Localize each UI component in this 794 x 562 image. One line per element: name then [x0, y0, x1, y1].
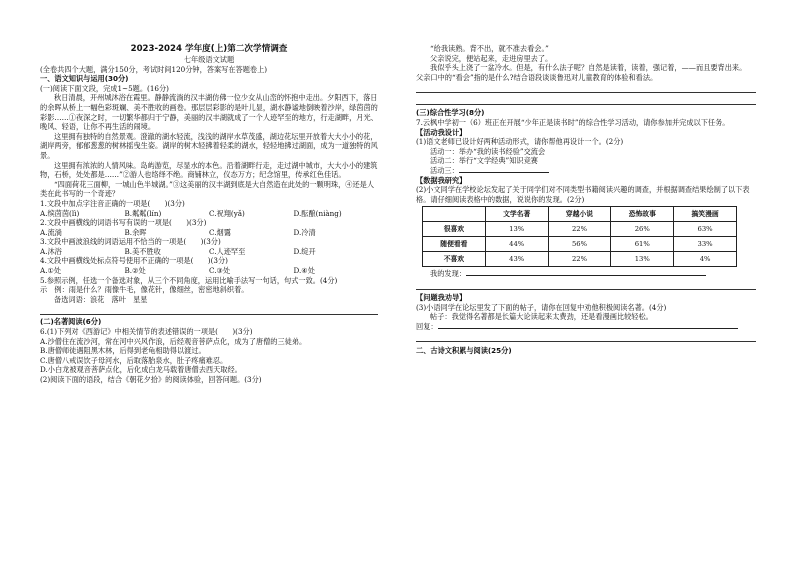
task3-question: (3)小语同学在论坛里发了下面的帖子，请你在回复中劝他积极阅读名著。(4分): [416, 302, 667, 312]
task2-question: (2)小文同学在学校论坛发起了关于同学们对不同类型书籍阅读兴趣的调查，并根据调查结果绘制了以下表格。请仔细阅读表格中的数据，说说你的发现。(2分): [416, 185, 750, 204]
row-label: 很喜欢: [423, 222, 486, 237]
exam-subtitle: 七年级语文试题: [183, 55, 235, 64]
question-1: [40, 199, 378, 218]
question-4: [40, 256, 378, 275]
exam-title: 2023-2024 学年度(上)第二次学情调查: [130, 44, 288, 54]
sub1-heading: (一)阅读下面文段，完成1~5题。(16分): [40, 83, 169, 93]
table-header-cell: 文学名著: [485, 207, 548, 222]
left-column: [40, 44, 378, 385]
table-header-row: [423, 207, 737, 222]
question-stem: 1.文段中加点字注音正确的一项是( )(3分): [40, 198, 185, 208]
answer-line[interactable]: [416, 279, 756, 290]
question-stem: 4.文段中画横线处标点符号使用不正确的一项是( )(3分): [40, 256, 228, 266]
q6-option-d: D.小白龙被观音菩萨点化，后化成白龙马载着唐僧去西天取经。: [40, 365, 242, 375]
example-label: 示 例：: [40, 285, 69, 295]
candidates-label: 备选词语：: [54, 294, 90, 304]
part3-heading: (三)综合性学习(8分): [416, 108, 485, 118]
answer-line[interactable]: [40, 304, 378, 315]
table-header-cell: 恐怖故事: [611, 207, 674, 222]
question-6-2: (2)阅读下面的语段，结合《朝花夕拾》的阅读体验，回答问题。(3分): [40, 375, 262, 384]
reply-blank[interactable]: [438, 328, 738, 329]
answer-line[interactable]: [416, 82, 756, 93]
passage-paragraph: “四面荷花三面柳，一城山色半城湖。”③这美丽的汉丰湖到底是大自然造在此处的一颗明珠，④还是人类在此书写的一个奇迹？: [40, 179, 375, 199]
task3-tag: 【问题我劝导】: [416, 292, 467, 302]
right-column: [416, 44, 756, 356]
question-2: [40, 218, 378, 237]
table-cell: 13%: [485, 222, 548, 237]
option-d: D.酝酿(niàng): [293, 208, 342, 218]
table-cell: 26%: [611, 222, 674, 237]
table-header-cell: 搞笑漫画: [674, 207, 737, 222]
forum-post: 帖子：我觉得名著都是长篇大论读起来太费劲，还是看漫画比较轻松。: [430, 312, 653, 322]
row-label: 随便看看: [423, 237, 486, 252]
answer-line[interactable]: [416, 331, 756, 342]
activity-item: 活动三：: [430, 165, 459, 175]
option-d: D.冷清: [293, 227, 316, 237]
option-a: A.缤茵茵(lì): [40, 208, 80, 218]
row-label: 不喜欢: [423, 252, 486, 267]
q6-option-c: C.唐僧八戒误饮子母河水，后取落胎泉水，肚子疼痛难忍。: [40, 355, 228, 365]
option-b: B.美不胜收: [124, 246, 161, 256]
option-b: B.余晖: [124, 227, 147, 237]
table-cell: 61%: [611, 237, 674, 252]
finding-blank[interactable]: [466, 275, 706, 276]
answer-line[interactable]: [416, 94, 756, 105]
option-a: A.流淌: [40, 227, 62, 237]
part2-heading: (二)名著阅读(6分): [40, 317, 102, 327]
reply-label: 回复：: [416, 321, 438, 331]
table-cell: 43%: [485, 252, 548, 267]
passage-paragraph: 这里拥有浓浓的人情风味。岛屿游览，尽显水的本色。沿着湖畔行走，走过湖中城市，大大小小的建筑物，石桥，处处都是……”②游人也络绎不绝。商铺林立，仪态万方；纪念馆里，传承红色佳话。: [40, 160, 378, 180]
q6-2-question: 父亲口中的“看会”指的是什么?结合语段谈谈鲁迅对儿童教育的体验和看法。: [416, 72, 658, 82]
task1-tag: 【活动我设计】: [416, 127, 467, 137]
table-row: [423, 237, 737, 252]
finding-label: 我的发现：: [430, 269, 466, 279]
reading-quote: “给我读熟。背不出，就不准去看会。”: [430, 44, 549, 53]
activity-item: 活动一：举办“我的读书经验”交流会: [430, 146, 546, 156]
example-text: 雨是什么？雨像牛毛，像花针，像细丝，密密地斜织着。: [68, 285, 249, 295]
table-header-cell: [423, 207, 486, 222]
question-stem: 2.文段中画横线的词语书写有误的一项是( )(3分): [40, 218, 207, 228]
option-c: C.人迹罕至: [209, 246, 246, 256]
table-header-cell: 穿越小说: [548, 207, 611, 222]
part4-heading: 二、古诗文积累与阅读(25分): [416, 346, 512, 356]
option-a: A.①处: [40, 266, 62, 276]
table-cell: 63%: [674, 222, 737, 237]
activity3-blank[interactable]: [459, 172, 549, 173]
q6-option-b: B.唐僧师徒遇阻黑木林，后得到老龟相助得以渡过。: [40, 346, 206, 356]
table-cell: 4%: [674, 252, 737, 267]
q6-option-a: A.沙僧住在流沙河，常在河中兴风作浪，后经观音菩萨点化，成为了唐僧的三徒弟。: [40, 336, 307, 346]
option-c: C.祝翔(yǎ): [209, 208, 245, 218]
table-cell: 13%: [611, 252, 674, 267]
option-b: B.粼粼(lín): [124, 208, 162, 218]
activity-item: 活动二：举行“文学经典”知识竞赛: [430, 156, 538, 166]
reading-quote: 我似乎头上浇了一盆冷水。但是，有什么法子呢？自然是读着，读着，强记着，——而且要背出来。: [430, 63, 747, 73]
option-c: C.烟霭: [209, 227, 231, 237]
table-cell: 22%: [548, 252, 611, 267]
exam-note: (全卷共四个大题，满分150分，考试时间120分钟，答案写在答题卷上): [40, 64, 268, 74]
task2-tag: 【数据我研究】: [416, 175, 467, 185]
option-c: C.③处: [209, 266, 231, 276]
option-a: A.沐浴: [40, 246, 62, 256]
candidates-text: 浪花 落叶 星星: [89, 294, 148, 304]
question-stem: 3.文段中画波浪线的词语运用不恰当的一项是( )(3分): [40, 237, 221, 247]
table-row: [423, 222, 737, 237]
reading-quote: 父亲说完，便站起来，走进房里去了。: [430, 53, 553, 63]
option-d: D.绽开: [293, 246, 316, 256]
passage-paragraph: 秋日清晨，开州城沐浴在霞里。静静流淌的汉丰湖仿佛一位少女从山峦的怀抱中走出。夕阳西下，落日的余晖从桥上一幅色彩斑斓、美不胜收的画卷。那层层彩影的是叶儿显，湖水静谧地倒映着沙岸，绿茵茵的彩影……①夜深之时，一切繁华都归于宁静，美丽的汉丰湖就成了一个人迹罕至的地方，行走湖畔，月光、晚风、轻语，让你不再生活的闹境。: [40, 93, 378, 132]
survey-table: [422, 206, 737, 267]
question-stem: 5.参照示例，任选一个备选对象，从三个不同角度，运用比喻手法写一句话，句式一致。(4分): [40, 275, 338, 285]
question-7: 7.云枫中学初一（6）班正在开展“少年正是读书时”的综合性学习活动，请你参加并完成以下任务。: [416, 117, 730, 127]
part1-heading: 一、语文知识与运用(30分): [40, 74, 129, 84]
question-5: [40, 276, 378, 316]
table-cell: 44%: [485, 237, 548, 252]
option-d: D.④处: [293, 266, 315, 276]
question-3: [40, 237, 378, 256]
option-b: B.②处: [124, 266, 146, 276]
table-cell: 22%: [548, 222, 611, 237]
table-cell: 56%: [548, 237, 611, 252]
question-6-1: 6.(1)下列对《西游记》中相关情节的表述错误的一项是( )(3分): [40, 327, 253, 337]
passage-paragraph: 这里拥有独特的自然景观。澄澈的湖水轻流，浅浅的湖岸水草茂盛，湖边花坛里开放着大大小小的花，湖岸两旁，郁郁葱葱的树林摇曳生姿。湖岸的树木轻拂着轻柔的湖水，轻轻地拂过湖面，成为一道独特的风景。: [40, 131, 378, 160]
table-cell: 33%: [674, 237, 737, 252]
task1-question: (1)语文老师已设计好两种活动形式，请你帮他再设计一个。(2分): [416, 137, 624, 147]
table-row: [423, 252, 737, 267]
